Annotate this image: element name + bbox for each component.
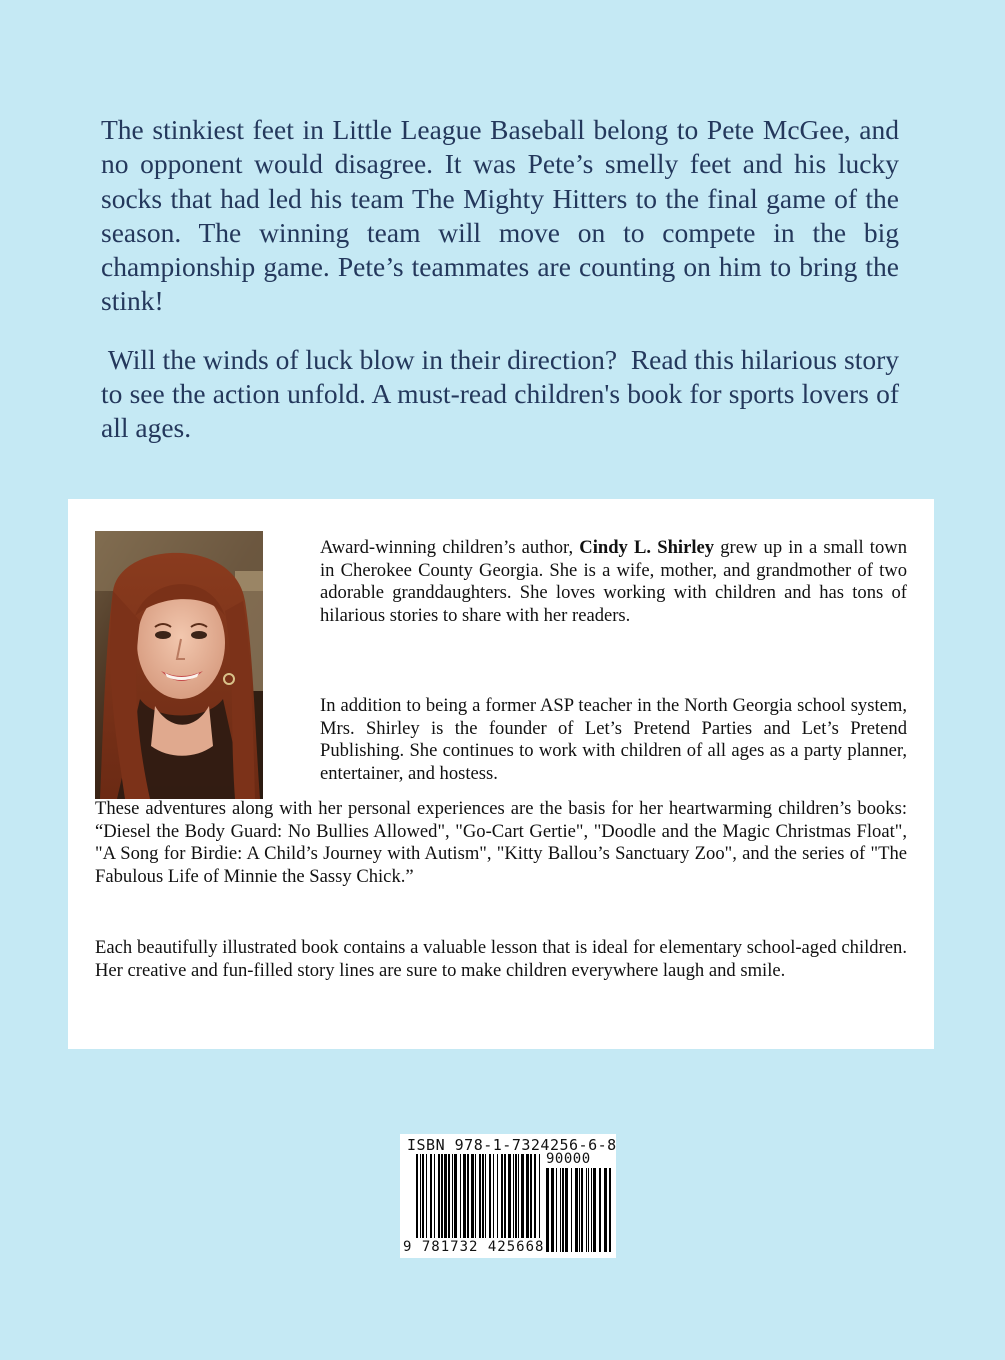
author-intro-paragraph [320, 537, 907, 628]
author-closing-paragraph: Each beautifully illustrated book contains a valuable lesson that is ideal for elementary school-aged children. Her creative and fun-filled story lines are sure to make children everywhere laugh and smile. [95, 937, 907, 981]
blurb-paragraph-1: The stinkiest feet in Little League Baseball belong to Pete McGee, and no opponent would disagree. It was Pete’s smelly feet and his lucky socks that had led his team The Mighty Hitters to the final game of the season. The winning team will move on to compete in the big championship game. Pete’s teammates are counting on him to bring the stink! [101, 114, 899, 317]
author-bio-panel [68, 499, 934, 1049]
author-intro-lead: Award-winning children’s author, [320, 537, 580, 558]
author-photo [95, 531, 263, 799]
blurb-paragraph-2: Will the winds of luck blow in their direction? Read this hilarious story to see the action unfold. A must-read children's book for sports lovers of all ages. [101, 343, 906, 444]
isbn-barcode [400, 1134, 616, 1258]
author-intro-rest: grew up in a small town in Cherokee County Georgia. She is a wife, mother, and grandmother of two adorable granddaughters. She loves working with children and has tons of hilarious stories to share with her readers. [320, 537, 907, 627]
price-code: 90000 [546, 1151, 591, 1167]
author-name: Cindy L. Shirley [579, 537, 715, 558]
barcode-digits: 9 781732 425668 [403, 1239, 545, 1255]
author-career-paragraph: In addition to being a former ASP teacher in the North Georgia school system, Mrs. Shirley is the founder of Let’s Pretend Parties and Let’s Pretend Publishing. She continues to work with children of all ages as a party planner, entertainer, and hostess. [320, 695, 907, 785]
author-portrait-image [95, 531, 263, 799]
isbn-label: ISBN 978-1-7324256-6-8 [407, 1136, 617, 1154]
back-cover-blurb [101, 113, 906, 446]
author-books-paragraph: These adventures along with her personal experiences are the basis for her heartwarming children’s books: “Diesel the Body Guard: No Bullies Allowed", "Go-Cart Gertie", "Doodle and the Magic Christmas Float", "A Song for Birdie: A Child’s Journey with Autism", "Kitty Ballou’s Sanctuary Zoo", and the series of "The Fabulous Life of Minnie the Sassy Chick.” [95, 798, 907, 888]
